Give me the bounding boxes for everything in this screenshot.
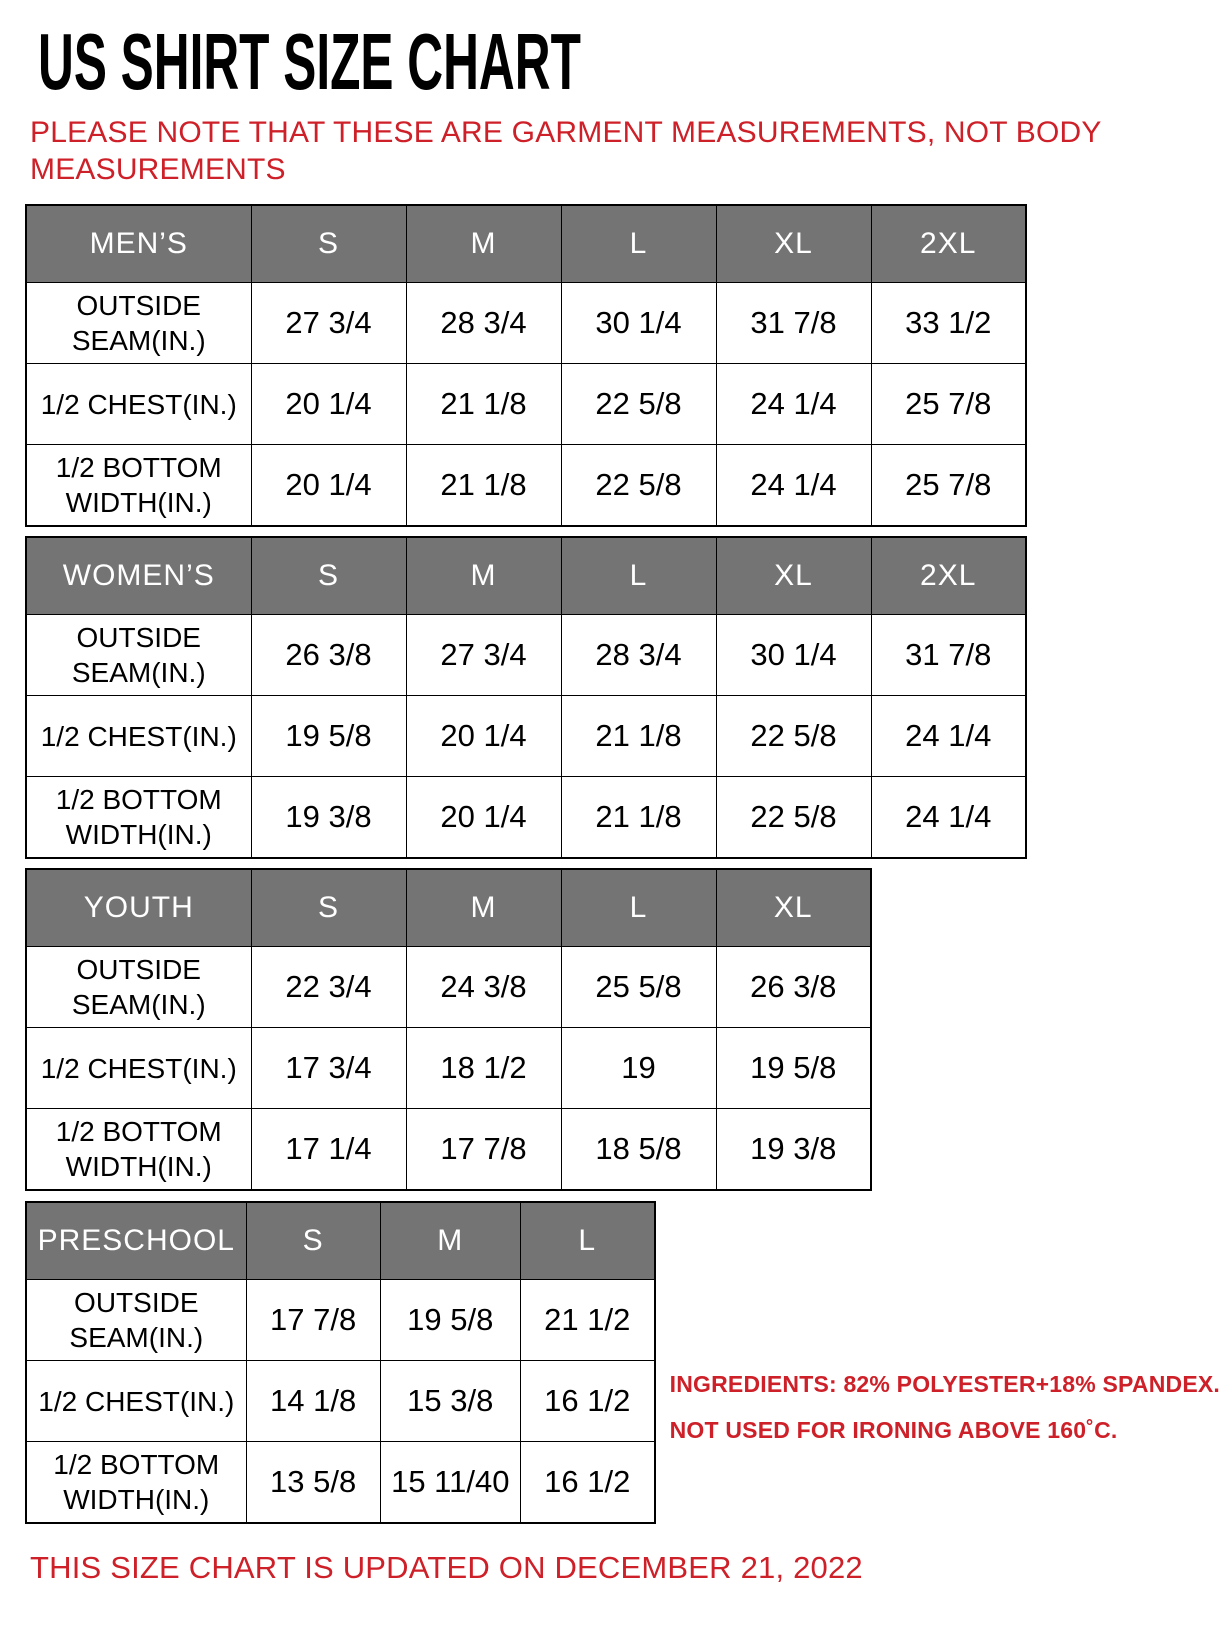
size-header-cell: L (561, 537, 716, 615)
measurement-label-cell: 1/2 BOTTOM WIDTH(IN.) (26, 1109, 251, 1191)
measurement-label-cell: OUTSIDE SEAM(IN.) (26, 1280, 246, 1361)
measurement-label-cell: 1/2 CHEST(IN.) (26, 1028, 251, 1109)
measurement-value-cell: 22 3/4 (251, 947, 406, 1028)
measurement-value-cell: 22 5/8 (716, 696, 871, 777)
measurement-value-cell: 28 3/4 (406, 283, 561, 364)
size-header-cell: S (251, 205, 406, 283)
measurement-value-cell: 25 5/8 (561, 947, 716, 1028)
measurement-value-cell: 22 5/8 (561, 364, 716, 445)
size-header-cell: 2XL (871, 537, 1026, 615)
preschool-section (0, 1201, 1220, 1524)
size-header-cell: M (406, 869, 561, 947)
measurement-label-cell: 1/2 BOTTOM WIDTH(IN.) (26, 445, 251, 527)
table-category-cell: PRESCHOOL (26, 1202, 246, 1280)
update-date-note: THIS SIZE CHART IS UPDATED ON DECEMBER 21, 2022 (30, 1550, 863, 1585)
measurement-label-cell: OUTSIDE SEAM(IN.) (26, 947, 251, 1028)
size-header-cell: XL (716, 869, 871, 947)
size-header-cell: XL (716, 205, 871, 283)
measurement-value-cell: 19 3/8 (251, 777, 406, 859)
measurement-value-cell: 20 1/4 (251, 364, 406, 445)
measurement-value-cell: 18 5/8 (561, 1109, 716, 1191)
measurement-label-cell: 1/2 CHEST(IN.) (26, 1361, 246, 1442)
measurement-value-cell: 27 3/4 (406, 615, 561, 696)
measurement-value-cell: 19 5/8 (380, 1280, 520, 1361)
measurement-value-cell: 33 1/2 (871, 283, 1026, 364)
table-category-cell: MEN’S (26, 205, 251, 283)
table-header-row (26, 537, 1026, 615)
measurement-value-cell: 21 1/8 (406, 445, 561, 527)
measurement-value-cell: 19 5/8 (251, 696, 406, 777)
size-header-cell: XL (716, 537, 871, 615)
measurement-value-cell: 30 1/4 (716, 615, 871, 696)
note-line-1: PLEASE NOTE THAT THESE ARE GARMENT MEASUREMENTS, NOT BODY (30, 116, 1102, 149)
table-row (26, 1442, 655, 1524)
measurement-value-cell: 15 3/8 (380, 1361, 520, 1442)
measurement-value-cell: 21 1/2 (520, 1280, 654, 1361)
measurement-value-cell: 13 5/8 (246, 1442, 380, 1524)
ingredients-line-1: INGREDIENTS: 82% POLYESTER+18% SPANDEX. (669, 1371, 1220, 1397)
measurement-value-cell: 16 1/2 (520, 1442, 654, 1524)
size-header-cell: M (406, 205, 561, 283)
measurement-value-cell: 31 7/8 (871, 615, 1026, 696)
measurement-value-cell: 25 7/8 (871, 364, 1026, 445)
measurement-value-cell: 27 3/4 (251, 283, 406, 364)
measurement-value-cell: 25 7/8 (871, 445, 1026, 527)
measurement-value-cell: 14 1/8 (246, 1361, 380, 1442)
size-header-cell: L (561, 205, 716, 283)
preschool-size-table (25, 1201, 656, 1524)
table-row (26, 777, 1026, 859)
garment-measurement-note (30, 114, 1220, 188)
size-header-cell: 2XL (871, 205, 1026, 283)
page-title-text: US SHIRT SIZE CHART (38, 17, 581, 106)
measurement-value-cell: 17 3/4 (251, 1028, 406, 1109)
measurement-value-cell: 19 (561, 1028, 716, 1109)
measurement-label-cell: 1/2 CHEST(IN.) (26, 364, 251, 445)
size-header-cell: L (561, 869, 716, 947)
measurement-label-cell: OUTSIDE SEAM(IN.) (26, 615, 251, 696)
measurement-value-cell: 17 1/4 (251, 1109, 406, 1191)
size-header-cell: S (246, 1202, 380, 1280)
measurement-value-cell: 28 3/4 (561, 615, 716, 696)
mens-size-table (25, 204, 1027, 527)
table-header-row (26, 1202, 655, 1280)
table-row (26, 364, 1026, 445)
size-header-cell: S (251, 869, 406, 947)
measurement-value-cell: 30 1/4 (561, 283, 716, 364)
measurement-value-cell: 20 1/4 (406, 696, 561, 777)
measurement-value-cell: 21 1/8 (561, 777, 716, 859)
measurement-value-cell: 26 3/8 (251, 615, 406, 696)
measurement-value-cell: 21 1/8 (561, 696, 716, 777)
measurement-value-cell: 21 1/8 (406, 364, 561, 445)
measurement-value-cell: 19 3/8 (716, 1109, 871, 1191)
measurement-value-cell: 24 3/8 (406, 947, 561, 1028)
measurement-value-cell: 17 7/8 (246, 1280, 380, 1361)
table-row (26, 696, 1026, 777)
table-header-row (26, 205, 1026, 283)
note-line-2: MEASUREMENTS (30, 153, 286, 186)
measurement-value-cell: 26 3/8 (716, 947, 871, 1028)
table-row (26, 947, 871, 1028)
table-row (26, 283, 1026, 364)
measurement-value-cell: 24 1/4 (871, 696, 1026, 777)
table-row (26, 1361, 655, 1442)
measurement-label-cell: 1/2 CHEST(IN.) (26, 696, 251, 777)
table-row (26, 1028, 871, 1109)
table-row (26, 1109, 871, 1191)
measurement-label-cell: 1/2 BOTTOM WIDTH(IN.) (26, 777, 251, 859)
youth-size-table (25, 868, 872, 1191)
size-chart-page (0, 17, 1220, 1638)
measurement-value-cell: 22 5/8 (716, 777, 871, 859)
table-row (26, 615, 1026, 696)
size-header-cell: M (406, 537, 561, 615)
measurement-value-cell: 19 5/8 (716, 1028, 871, 1109)
page-title (38, 17, 1220, 106)
measurement-value-cell: 22 5/8 (561, 445, 716, 527)
table-row (26, 1280, 655, 1361)
size-header-cell: S (251, 537, 406, 615)
measurement-label-cell: 1/2 BOTTOM WIDTH(IN.) (26, 1442, 246, 1524)
ingredients-line-2: NOT USED FOR IRONING ABOVE 160˚C. (669, 1417, 1118, 1443)
measurement-value-cell: 16 1/2 (520, 1361, 654, 1442)
measurement-value-cell: 20 1/4 (251, 445, 406, 527)
table-header-row (26, 869, 871, 947)
table-category-cell: YOUTH (26, 869, 251, 947)
ingredients-note (670, 1361, 1220, 1453)
measurement-value-cell: 15 11/40 (380, 1442, 520, 1524)
size-header-cell: L (520, 1202, 654, 1280)
measurement-value-cell: 31 7/8 (716, 283, 871, 364)
womens-size-table (25, 536, 1027, 859)
table-category-cell: WOMEN’S (26, 537, 251, 615)
size-header-cell: M (380, 1202, 520, 1280)
measurement-value-cell: 24 1/4 (871, 777, 1026, 859)
measurement-value-cell: 20 1/4 (406, 777, 561, 859)
measurement-label-cell: OUTSIDE SEAM(IN.) (26, 283, 251, 364)
measurement-value-cell: 17 7/8 (406, 1109, 561, 1191)
table-row (26, 445, 1026, 527)
measurement-value-cell: 24 1/4 (716, 364, 871, 445)
measurement-value-cell: 24 1/4 (716, 445, 871, 527)
measurement-value-cell: 18 1/2 (406, 1028, 561, 1109)
